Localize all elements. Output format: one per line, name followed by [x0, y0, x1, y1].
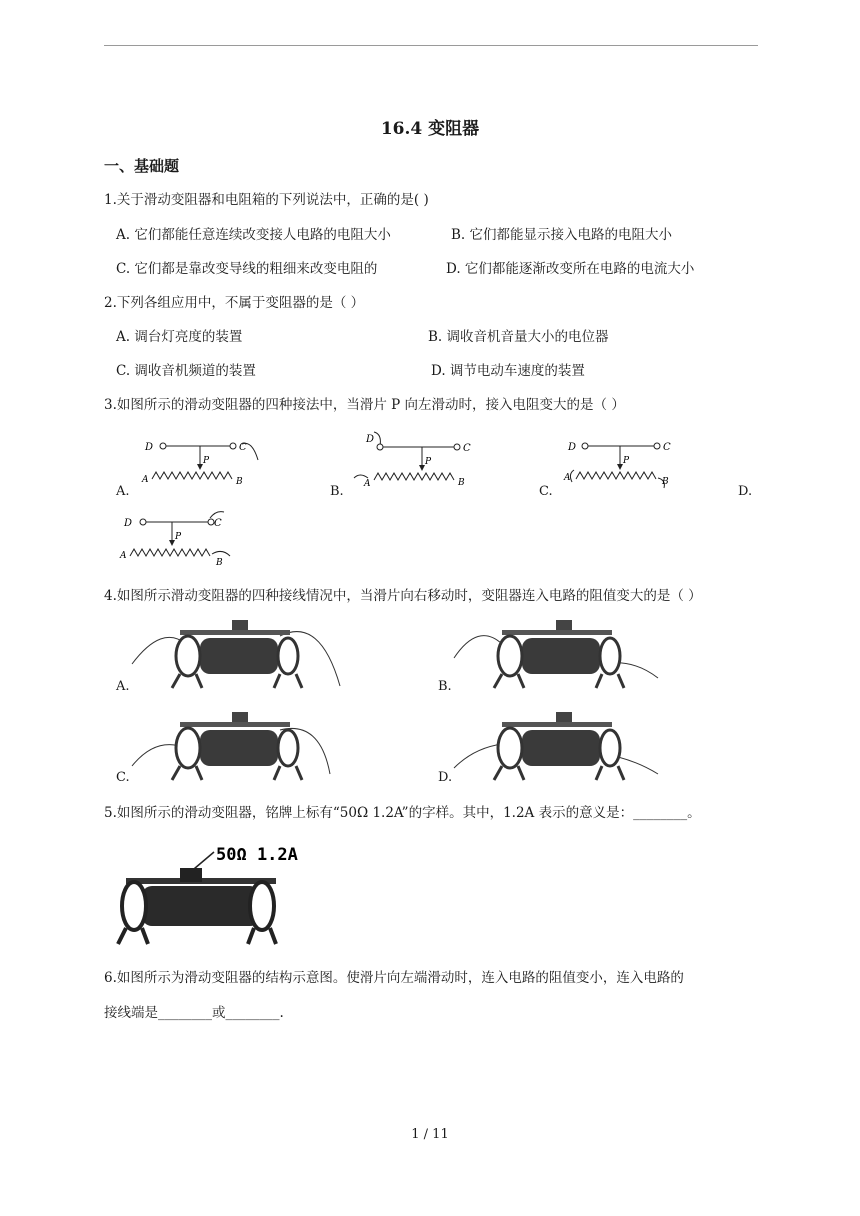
svg-text:C: C [463, 443, 471, 454]
svg-text:P: P [203, 456, 210, 466]
section-heading: 一、基础题 [104, 157, 180, 175]
page-title: 16.4 变阻器 [380, 119, 480, 139]
q1-option-a[interactable]: A. 它们都能任意连续改变接人电路的电阻大小 [116, 227, 391, 243]
header-rule [104, 45, 758, 46]
q4-rheostat-photo-a [130, 612, 350, 690]
q2-option-c[interactable]: C. 调收音机频道的装置 [116, 363, 256, 379]
svg-text:50Ω 1.2A: 50Ω 1.2A [216, 845, 298, 865]
q4-label-a[interactable]: A. [116, 679, 130, 694]
q3-label-b[interactable]: B. [330, 484, 344, 499]
svg-text:C: C [663, 442, 671, 453]
q1-option-c[interactable]: C. 它们都是靠改变导线的粗细来改变电阻的 [116, 261, 378, 277]
q1-stem: 1.关于滑动变阻器和电阻箱的下列说法中，正确的是( ) [104, 192, 429, 208]
q3-label-a[interactable]: A. [116, 484, 130, 499]
q3-label-d[interactable]: D. [738, 484, 753, 499]
q5-stem: 5.如图所示的滑动变阻器，铭牌上标有“50Ω 1.2A”的字样。其中，1.2A 表示的意义是：________。 [104, 805, 701, 821]
svg-text:D: D [145, 442, 154, 453]
q3-diagram-b [352, 428, 482, 490]
q2-option-d[interactable]: D. 调节电动车速度的装置 [431, 363, 585, 379]
q3-diagram-a [138, 432, 268, 490]
q4-stem: 4.如图所示滑动变阻器的四种接线情况中，当滑片向右移动时，变阻器连入电路的阻值变大的是（ ） [104, 588, 702, 604]
svg-text:B: B [458, 478, 465, 488]
q1-option-d[interactable]: D. 它们都能逐渐改变所在电路的电流大小 [446, 261, 695, 277]
q6-stem-line2: 接线端是________或________. [104, 1005, 284, 1021]
svg-text:B: B [662, 477, 669, 487]
svg-text:D: D [568, 442, 577, 453]
q3-diagram-d [116, 512, 246, 568]
q4-label-b[interactable]: B. [438, 679, 452, 694]
q3-diagram-c [562, 432, 692, 490]
svg-text:D: D [124, 518, 133, 529]
svg-text:C: C [239, 442, 247, 453]
q5-rheostat-photo [102, 830, 308, 950]
q3-stem: 3.如图所示的滑动变阻器的四种接法中，当滑片 P 向左滑动时，接入电阻变大的是（ ） [104, 397, 625, 413]
q4-rheostat-photo-b [452, 612, 672, 690]
svg-text:D: D [366, 434, 375, 445]
q1-option-b[interactable]: B. 它们都能显示接入电路的电阻大小 [451, 227, 673, 243]
svg-text:A: A [142, 475, 149, 485]
svg-text:B: B [216, 558, 223, 568]
q4-rheostat-photo-c [130, 704, 350, 782]
q3-label-c[interactable]: C. [539, 484, 553, 499]
svg-text:A: A [120, 551, 127, 561]
svg-text:C: C [214, 518, 222, 529]
q4-label-c[interactable]: C. [116, 770, 130, 785]
q2-option-a[interactable]: A. 调台灯亮度的装置 [116, 329, 243, 345]
svg-text:P: P [175, 532, 182, 542]
q2-option-b[interactable]: B. 调收音机音量大小的电位器 [428, 329, 609, 345]
svg-text:A: A [564, 473, 571, 483]
q4-label-d[interactable]: D. [438, 770, 453, 785]
svg-text:B: B [236, 477, 243, 487]
svg-text:P: P [425, 457, 432, 467]
q6-stem-line1: 6.如图所示为滑动变阻器的结构示意图。使滑片向左端滑动时，连入电路的阻值变小，连入电路的 [104, 970, 684, 986]
q2-stem: 2.下列各组应用中，不属于变阻器的是（ ） [104, 295, 365, 311]
q4-rheostat-photo-d [452, 704, 672, 782]
svg-text:P: P [623, 456, 630, 466]
svg-text:A: A [364, 479, 371, 489]
page-number: 1 / 11 [411, 1127, 449, 1142]
